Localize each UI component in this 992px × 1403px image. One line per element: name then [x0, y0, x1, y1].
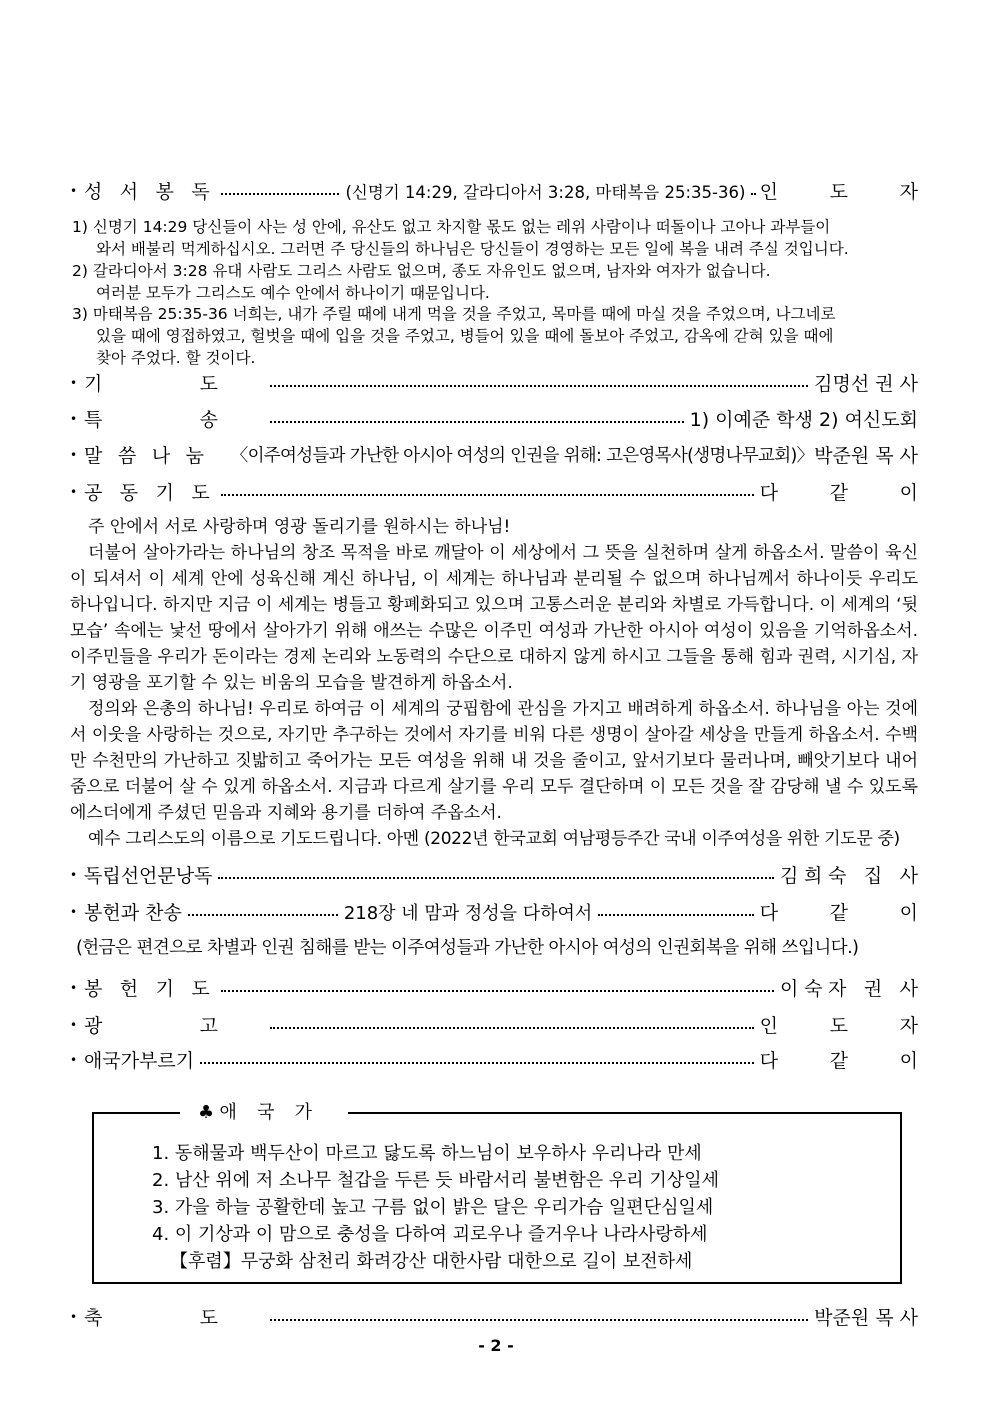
verse-text: 갈라디아서 3:28 유대 사람도 그리스 사람도 없으며, 종도 자유인도 없으며, 남자와 여자가 없습니다. — [92, 262, 771, 280]
verse-text-cont: 있을 때에 영접하였고, 헐벗을 때에 입을 것을 주었고, 병들어 있을 때에 돌보아 주었고, 감옥에 갇혀 있을 때에 — [96, 327, 834, 345]
dot-leader — [270, 1027, 754, 1029]
dot-leader — [270, 421, 684, 423]
verse-text-cont: 찾아 주었다. 할 것이다. — [96, 349, 256, 367]
anthem-verse: 2. 남산 위에 저 소나무 철갑을 두른 듯 바람서리 불변함은 우리 기상일세 — [152, 1170, 719, 1191]
verse-text: 마태복음 25:35-36 너희는, 내가 주릴 때에 내게 먹을 것을 주었고, 목마를 때에 마실 것을 주었으며, 나그네로 — [92, 305, 836, 323]
verse-3 — [72, 303, 922, 369]
offering-note: (헌금은 편견으로 차별과 인권 침해를 받는 이주여성들과 가난한 아시아 여성의 인권회복을 위해 쓰입니다.) — [76, 938, 859, 958]
verse-2 — [72, 260, 922, 304]
page-number: - 2 - — [478, 1336, 514, 1355]
benediction-row — [70, 1303, 918, 1330]
offering-person: 다 같 이 — [759, 902, 941, 924]
box-border — [94, 1112, 180, 1114]
verse-text-cont: 여러분 모두가 그리스도 예수 안에서 하나이기 때문입니다. — [96, 284, 490, 302]
scripture-reading-row — [70, 177, 941, 204]
prayer-paragraph: 예수 그리스도의 이름으로 기도드립니다. 아멘 (2022년 한국교회 여남평등주간 국내 이주여성을 위한 기도문 중) — [88, 829, 900, 849]
special-song-performers: 1) 이예준 학생 2) 여신도회 — [689, 409, 918, 431]
verse-1 — [72, 216, 922, 260]
dot-leader — [200, 1062, 754, 1064]
dot-leader — [751, 193, 753, 195]
bullet-icon: • — [70, 375, 78, 390]
dot-leader — [221, 193, 339, 195]
anthem-lyrics — [152, 1140, 719, 1275]
special-song-row — [70, 405, 918, 432]
offering-label: 봉헌과 찬송 — [84, 902, 182, 924]
scripture-reader: 인 도 자 — [759, 181, 941, 203]
prayer-person: 김명선 권 사 — [814, 373, 918, 395]
unison-prayer-person: 다 같 이 — [759, 482, 941, 504]
verse-text: 신명기 14:29 당신들이 사는 성 안에, 유산도 없고 차지할 몫도 없는 레위 사람이나 떠돌이나 고아나 과부들이 — [92, 218, 831, 236]
anthem-verse: 1. 동해물과 백두산이 마르고 닳도록 하느님이 보우하사 우리나라 만세 — [152, 1143, 702, 1164]
bullet-icon: • — [70, 904, 78, 919]
sermon-row — [70, 441, 918, 468]
sermon-title: 〈이주여성들과 가난한 아시아 여성의 인권을 위해: 고은영목사(생명나무교회)〉 — [230, 446, 814, 466]
declaration-row — [70, 861, 924, 888]
verse-number: 3) — [72, 305, 88, 323]
box-border — [348, 1112, 900, 1114]
dot-leader — [221, 990, 774, 992]
verse-number: 2) — [72, 262, 88, 280]
anthem-singing-label: 애국가부르기 — [84, 1050, 195, 1072]
anthem-singing-row — [70, 1046, 941, 1073]
offering-prayer-person: 이숙자 권 사 — [779, 978, 924, 1000]
anthem-verse: 3. 가을 하늘 공활한데 높고 구름 없이 밝은 달은 우리가슴 일편단심일세 — [152, 1197, 714, 1218]
bullet-icon: • — [70, 980, 78, 995]
dot-leader — [270, 385, 809, 387]
prayer-paragraph: 더불어 살아가라는 하나님의 창조 목적을 바로 깨달아 이 세상에서 그 뜻을 실천하며 살게 하옵소서. 말씀이 육신이 되셔서 이 세계 안에 성육신해 계신 하나님, 이 세계는 하나님과 분리될 수 없으며 하나님께서 하나이듯 우리도 하나입니다. 하지만 지금 이 세계는 병들고 황폐화되고 있으며 고통스러운 분리와 차별로 가득합니다. 이 세계의 ‘뒷모습’ 속에는 낯선 땅에서 살아가기 위해 애쓰는 수많은 이주민 여성과 가난한 아시아 여성이 있음을 기억하옵소서. 이주민들을 우리가 돈이라는 경제 논리와 노동력의 수단으로 대하지 않게 하시고 그들을 통해 힘과 권력, 시기심, 자기 영광을 포기할 수 있는 비움의 모습을 발견하게 하옵소서. — [70, 543, 918, 693]
bullet-icon: • — [70, 1052, 78, 1067]
anthem-refrain: 【후렴】무궁화 삼천리 화려강산 대한사람 대한으로 길이 보전하세 — [170, 1251, 693, 1272]
anthem-title-text: 애 국 가 — [219, 1102, 320, 1123]
verse-text-cont: 와서 배불리 먹게하십시오. 그러면 주 당신들의 하나님은 당신들이 경영하는 모든 일에 복을 내려 주실 것입니다. — [96, 240, 849, 258]
prayer-paragraph: 정의와 은총의 하나님! 우리로 하여금 이 세계의 궁핍함에 관심을 가지고 배려하게 하옵소서. 하나님을 아는 것에서 이웃을 사랑하는 것으로, 자기만 추구하는 것에서 자기를 비워 다른 생명이 살아갈 세상을 만들게 하옵소서. 수백만 수천만의 가난하고 짓밟히고 죽어가는 모든 여성을 위해 내 것을 줄이고, 앞서기보다 물러나며, 빼앗기보다 내어줌으로 더불어 살 수 있게 하옵소서. 지금과 다르게 살기를 우리 모두 결단하며 이 모든 것을 잘 감당해 낼 수 있도록 에스더에게 주셨던 믿음과 지혜와 용기를 더하여 주옵소서. — [70, 699, 918, 823]
anthem-box — [92, 1102, 902, 1284]
declaration-person: 김희숙 집 사 — [779, 865, 924, 887]
announcements-person: 인 도 자 — [759, 1015, 941, 1037]
bullet-icon: • — [70, 867, 78, 882]
sermon-label: 말 씀 나 눔 — [84, 445, 209, 467]
dot-leader — [221, 494, 753, 496]
bullet-icon: • — [70, 183, 78, 198]
bullet-icon: • — [70, 1309, 78, 1324]
prayer-paragraph: 주 안에서 서로 사랑하며 영광 돌리기를 원하시는 하나님! — [88, 517, 511, 537]
scripture-reading-label: 성 서 봉 독 — [84, 181, 216, 203]
prayer-label: 기 도 — [84, 373, 264, 395]
offering-hymn: 218장 네 맘과 정성을 다하여서 — [343, 902, 593, 924]
benediction-person: 박준원 목 사 — [814, 1307, 918, 1329]
unison-prayer-label: 공 동 기 도 — [84, 482, 216, 504]
scripture-references: (신명기 14:29, 갈라디아서 3:28, 마태복음 25:35-36) — [345, 182, 746, 202]
dot-leader — [218, 877, 773, 879]
bullet-icon: • — [70, 411, 78, 426]
dot-leader — [598, 914, 753, 916]
anthem-title — [198, 1098, 319, 1124]
sermon-preacher: 박준원 목 사 — [814, 445, 918, 467]
verse-number: 1) — [72, 218, 88, 236]
anthem-singing-person: 다 같 이 — [759, 1050, 941, 1072]
prayer-row — [70, 369, 918, 396]
declaration-label: 독립선언문낭독 — [84, 865, 213, 887]
announcements-label: 광 고 — [84, 1015, 264, 1037]
offering-row — [70, 898, 941, 925]
club-icon: ♣ — [198, 1102, 220, 1123]
offering-prayer-row — [70, 974, 924, 1001]
announcements-row — [70, 1011, 941, 1038]
prayer-text — [70, 514, 918, 852]
anthem-verse: 4. 이 기상과 이 맘으로 충성을 다하여 괴로우나 즐거우나 나라사랑하세 — [152, 1224, 708, 1245]
offering-prayer-label: 봉 헌 기 도 — [84, 978, 216, 1000]
unison-prayer-row — [70, 478, 941, 505]
dot-leader — [188, 914, 338, 916]
special-song-label: 특 송 — [84, 409, 264, 431]
dot-leader — [270, 1319, 809, 1321]
bullet-icon: • — [70, 447, 78, 462]
bullet-icon: • — [70, 1017, 78, 1032]
bullet-icon: • — [70, 484, 78, 499]
benediction-label: 축 도 — [84, 1307, 264, 1329]
